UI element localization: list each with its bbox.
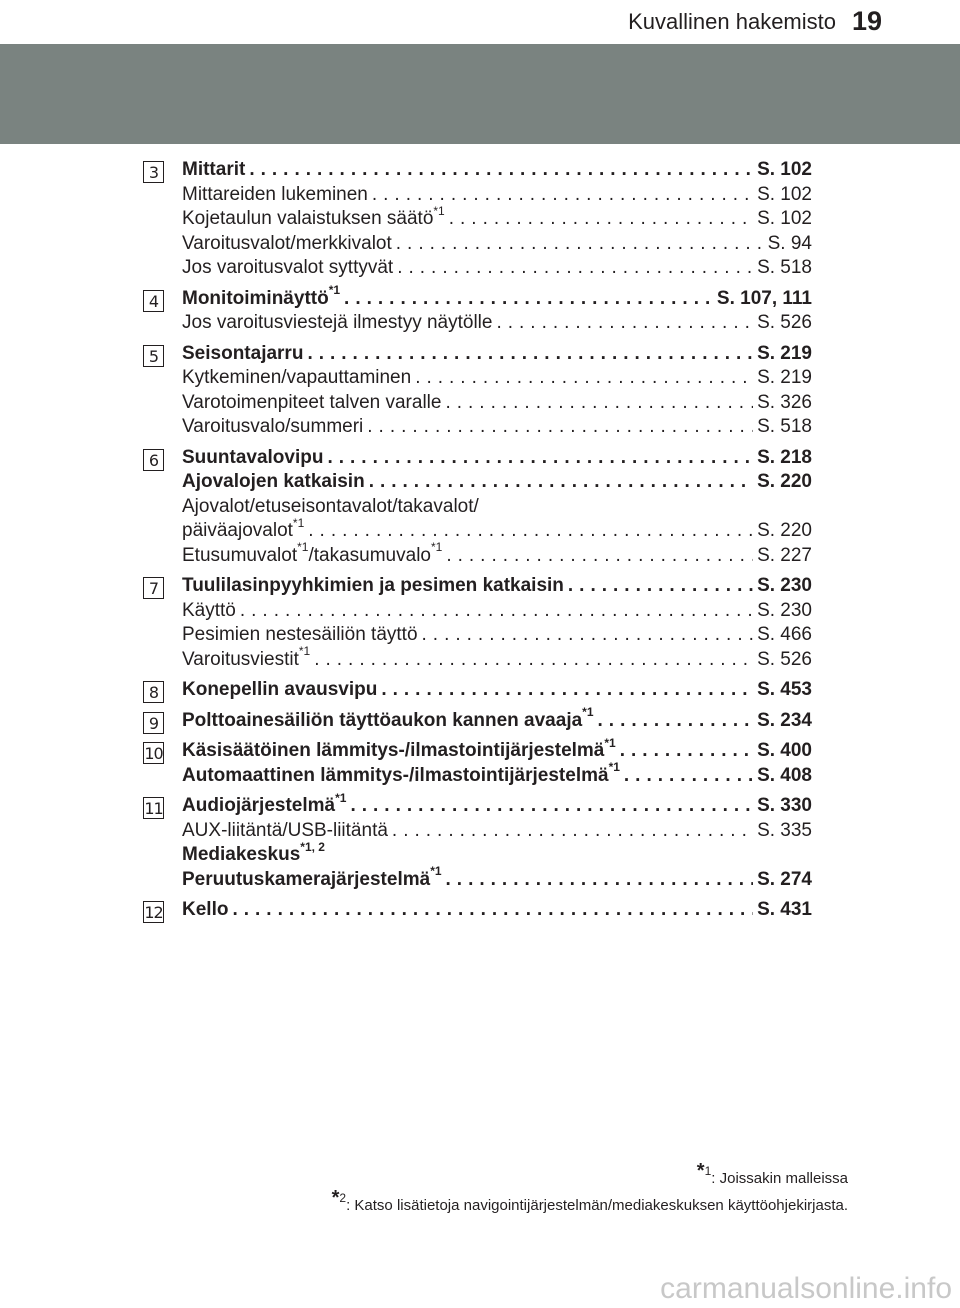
index-section bbox=[0, 342, 960, 440]
page-reference: S. 220 bbox=[757, 520, 812, 541]
leader-dots bbox=[396, 232, 764, 257]
page-reference: S. 220 bbox=[757, 471, 812, 492]
leader-dots bbox=[620, 739, 753, 764]
entry-label: Varotoimenpiteet talven varalle bbox=[182, 391, 442, 413]
page-reference: S. 400 bbox=[757, 740, 812, 761]
leader-dots bbox=[446, 544, 753, 569]
page-reference: S. 408 bbox=[757, 764, 812, 786]
section-number-badge: 9 bbox=[143, 712, 164, 734]
entry-label: Ajovalot/etuseisontavalot/takavalot/ bbox=[182, 495, 479, 517]
index-section bbox=[0, 790, 960, 892]
leader-dots bbox=[381, 678, 753, 703]
leader-dots bbox=[327, 446, 753, 471]
page-header bbox=[0, 0, 960, 46]
entry-label: päiväajovalot$^{*1}$ bbox=[182, 515, 305, 541]
section-number-badge: 7 bbox=[143, 577, 164, 599]
entry-label: Ajovalojen katkaisin bbox=[182, 471, 365, 492]
index-heading[interactable] bbox=[182, 705, 812, 734]
entry-label: Mediakeskus$^{*1, 2}$ bbox=[182, 839, 325, 865]
index-entry[interactable] bbox=[182, 391, 812, 416]
index-heading[interactable] bbox=[182, 735, 812, 764]
entry-label: Peruutuskamerajärjestelmä$^{*1}$ bbox=[182, 864, 442, 890]
page-reference: S. 526 bbox=[757, 312, 812, 333]
index-heading[interactable] bbox=[182, 839, 960, 868]
index-section bbox=[0, 446, 960, 569]
header-title: Kuvallinen hakemisto bbox=[628, 9, 836, 34]
leader-dots bbox=[308, 519, 753, 544]
leader-dots bbox=[307, 342, 753, 367]
footnote-2: *$^2$: Katso lisätietoja navigointijärjestelmän/mediakeskuksen käyttöohjekirjasta. bbox=[331, 1187, 848, 1214]
entry-label: Pesimien nestesäiliön täyttö bbox=[182, 624, 418, 645]
leader-dots bbox=[568, 574, 753, 599]
page-reference: S. 219 bbox=[757, 342, 812, 364]
entry-label: Kytkeminen/vapauttaminen bbox=[182, 367, 412, 388]
leader-dots bbox=[350, 794, 753, 819]
index-entry[interactable] bbox=[182, 540, 812, 569]
entry-label: Monitoiminäyttö$^{*1}$ bbox=[182, 283, 341, 309]
leader-dots bbox=[240, 599, 753, 624]
index-section bbox=[0, 705, 960, 734]
page-reference: S. 335 bbox=[757, 819, 812, 841]
page-reference: S. 107, 111 bbox=[716, 287, 812, 309]
entry-label: Jos varoitusviestejä ilmestyy näytölle bbox=[182, 312, 493, 333]
footnote-ref: *1 bbox=[298, 644, 311, 659]
leader-dots bbox=[415, 366, 753, 391]
index-heading[interactable] bbox=[182, 864, 812, 893]
leader-dots bbox=[397, 256, 753, 281]
section-number-badge: 3 bbox=[143, 161, 164, 183]
entry-label: Kojetaulun valaistuksen säätö$^{*1}$ bbox=[182, 203, 445, 229]
entry-label: Tuulilasinpyyhkimien ja pesimen katkaisin bbox=[182, 575, 564, 596]
index-heading[interactable] bbox=[182, 760, 812, 789]
index-heading[interactable] bbox=[182, 678, 812, 703]
entry-label: Seisontajarru bbox=[182, 342, 304, 364]
section-number-badge: 6 bbox=[143, 449, 164, 471]
entry-label: Polttoainesäiliön täyttöaukon kannen avaaja$^{*1}$ bbox=[182, 705, 594, 731]
index-heading[interactable] bbox=[182, 898, 812, 923]
index-entry[interactable] bbox=[182, 515, 812, 544]
index-entry[interactable] bbox=[182, 232, 812, 257]
footnote-1: *$^1$: Joissakin malleissa bbox=[696, 1160, 848, 1187]
page-reference: S. 466 bbox=[757, 624, 812, 645]
footnote-ref: *1, 2 bbox=[300, 839, 325, 854]
page-reference: S. 102 bbox=[757, 159, 812, 180]
index-entry[interactable] bbox=[182, 366, 812, 391]
page-number: 19 bbox=[851, 6, 882, 36]
entry-label: Käyttö bbox=[182, 599, 236, 621]
leader-dots bbox=[232, 898, 753, 923]
index-section bbox=[0, 574, 960, 672]
index-entry[interactable] bbox=[182, 203, 812, 232]
entry-label: Käsisäätöinen lämmitys-/ilmastointijärjestelmä$^{*1}$ bbox=[182, 735, 616, 761]
index-heading[interactable] bbox=[182, 342, 812, 367]
footnote-ref: *1 bbox=[335, 790, 347, 805]
entry-label: Jos varoitusvalot syttyvät bbox=[182, 257, 394, 278]
leader-dots bbox=[392, 819, 753, 844]
page-reference: S. 230 bbox=[757, 575, 812, 596]
section-number-badge: 5 bbox=[143, 345, 164, 367]
index-entry[interactable] bbox=[182, 644, 812, 673]
footnote-ref: *1 bbox=[292, 515, 305, 530]
page-reference: S. 102 bbox=[757, 183, 812, 205]
entry-label: Kello bbox=[182, 899, 229, 920]
index-section bbox=[0, 283, 960, 336]
entry-label: Automaattinen lämmitys-/ilmastointijärjestelmä$^{*1}$ bbox=[182, 760, 620, 786]
section-number-badge: 8 bbox=[143, 681, 164, 703]
entry-label: Varoitusvalot/merkkivalot bbox=[182, 232, 392, 254]
leader-dots bbox=[314, 648, 753, 673]
leader-dots bbox=[496, 311, 753, 336]
footnote-ref: *1 bbox=[430, 864, 442, 879]
index-entry[interactable] bbox=[182, 183, 812, 208]
page-reference: S. 453 bbox=[757, 679, 812, 700]
index-section bbox=[0, 898, 960, 923]
section-number-badge: 10 bbox=[144, 744, 163, 763]
entry-label: AUX-liitäntä/USB-liitäntä bbox=[182, 819, 388, 841]
index-heading[interactable] bbox=[182, 574, 812, 599]
footnote-ref: *1 bbox=[582, 705, 594, 720]
index-entry[interactable] bbox=[182, 599, 812, 624]
page-reference: S. 219 bbox=[757, 367, 812, 388]
leader-dots bbox=[446, 868, 754, 893]
leader-dots bbox=[367, 415, 753, 440]
page-reference: S. 218 bbox=[757, 446, 812, 468]
entry-label: Etusumuvalot$^{*1}$/takasumuvalo$^{*1}$ bbox=[182, 540, 443, 566]
index-section bbox=[0, 678, 960, 703]
index-heading[interactable] bbox=[182, 790, 812, 819]
index-heading[interactable] bbox=[182, 158, 812, 183]
entry-label: Varoitusvalo/summeri bbox=[182, 416, 364, 437]
leader-dots bbox=[445, 391, 753, 416]
index-entry[interactable] bbox=[182, 415, 812, 440]
footnote-ref: *1 bbox=[328, 283, 341, 298]
page-reference: S. 330 bbox=[757, 795, 812, 816]
page-reference: S. 526 bbox=[757, 648, 812, 670]
leader-dots bbox=[372, 183, 753, 208]
footnote-ref: *1 bbox=[297, 540, 309, 555]
leader-dots bbox=[344, 287, 713, 312]
section-number-badge: 11 bbox=[144, 799, 163, 818]
footnote-ref: *1 bbox=[430, 540, 443, 555]
section-number-badge: 12 bbox=[144, 903, 163, 922]
page-reference: S. 94 bbox=[767, 232, 812, 254]
entry-label: Varoitusviestit$^{*1}$ bbox=[182, 644, 311, 670]
page-reference: S. 431 bbox=[757, 899, 812, 920]
page-reference: S. 274 bbox=[757, 868, 812, 890]
index-list bbox=[0, 158, 960, 929]
index-section bbox=[0, 158, 960, 281]
footnote-ref: *1 bbox=[604, 735, 616, 750]
index-entry[interactable] bbox=[182, 819, 812, 844]
index-section bbox=[0, 735, 960, 788]
page-reference: S. 102 bbox=[757, 208, 812, 229]
leader-dots bbox=[624, 764, 753, 789]
index-heading[interactable] bbox=[182, 470, 812, 495]
leader-dots bbox=[249, 158, 753, 183]
index-entry[interactable] bbox=[182, 256, 812, 281]
leader-dots bbox=[422, 623, 754, 648]
page-reference: S. 234 bbox=[757, 709, 812, 731]
footnote-ref: *1 bbox=[608, 760, 620, 775]
footnote-ref: *1 bbox=[433, 203, 445, 218]
index-heading[interactable] bbox=[182, 446, 812, 471]
leader-dots bbox=[449, 207, 753, 232]
watermark: carmanualsonline.info bbox=[660, 1272, 952, 1305]
index-entry[interactable] bbox=[182, 623, 812, 648]
entry-label: Audiojärjestelmä$^{*1}$ bbox=[182, 790, 347, 816]
footnotes bbox=[331, 1160, 848, 1224]
page-reference: S. 518 bbox=[757, 416, 812, 437]
page-reference: S. 230 bbox=[757, 599, 812, 621]
entry-label: Suuntavalovipu bbox=[182, 446, 324, 468]
header-band bbox=[0, 44, 960, 144]
leader-dots bbox=[598, 709, 754, 734]
page-reference: S. 227 bbox=[757, 544, 812, 566]
entry-label: Konepellin avausvipu bbox=[182, 679, 378, 700]
entry-label: Mittarit bbox=[182, 159, 246, 180]
index-entry[interactable] bbox=[182, 311, 812, 336]
page-reference: S. 518 bbox=[757, 257, 812, 278]
index-heading[interactable] bbox=[182, 283, 812, 312]
leader-dots bbox=[369, 470, 753, 495]
page-reference: S. 326 bbox=[757, 391, 812, 413]
section-number-badge: 4 bbox=[143, 290, 164, 312]
entry-label: Mittareiden lukeminen bbox=[182, 183, 368, 205]
